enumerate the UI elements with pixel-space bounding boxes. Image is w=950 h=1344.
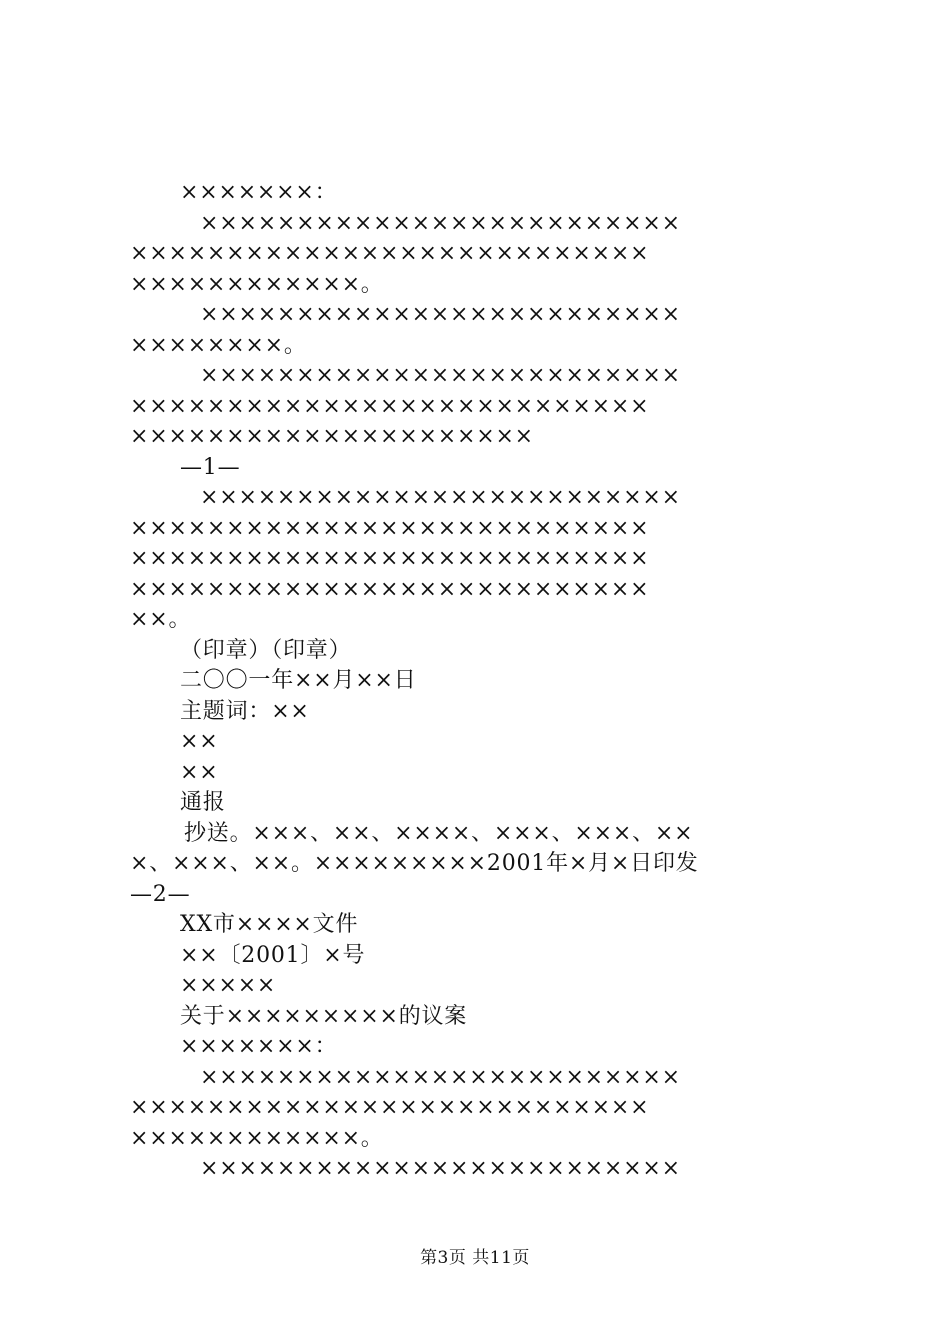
subject-word: 通报 [180,790,226,815]
date-line: 二〇〇一年××月××日 [180,668,417,693]
subject-word: ×× [180,729,219,754]
paragraph-line: ××××××××××××××××××××××××××× [130,576,650,602]
paragraph-line: ××××××××××××××××××××××××××× [130,546,650,571]
subject-words: 主题词：×× [180,698,310,724]
document-title: 关于×××××××××的议案 [180,1003,468,1029]
paragraph-line: ××××××××××××。 [130,1125,384,1151]
paragraph-line: ××××××××××××××××××××××××××× [130,1095,650,1120]
paragraph-line: ××××××××××××××××××××××××× [200,1156,681,1181]
paragraph-line: ××××××××××××××××××××××××× [200,1064,681,1090]
document-number: ××〔2001〕×号 [180,942,366,968]
salutation: ×××××××： [180,1034,338,1059]
page-marker: —2— [130,881,191,907]
document-line: ××××× [180,973,277,998]
paragraph-line: ××××××××××××。 [130,271,384,297]
paragraph-line: ××××××××××××××××××××××××× [200,210,681,236]
seal-line: （印章）（印章） [180,637,352,663]
paragraph-line: ××××××××××××××××××××××××××× [130,393,650,419]
paragraph-line: ××××××××××××××××××××× [130,424,534,449]
paragraph-line: ××。 [130,607,192,632]
page-footer: 第3页 共11页 [420,1248,530,1268]
paragraph-line: ××××××××××××××××××××××××× [200,485,681,510]
cc-line: ×、×××、××。×××××××××2001年×月×日印发 [130,851,699,876]
paragraph-line: ××××××××××××××××××××××××××× [130,515,650,541]
document-header: XX市××××文件 [180,912,359,937]
document-body [130,178,832,1185]
page-marker: —1— [180,454,241,480]
subject-word: ×× [180,759,219,785]
paragraph-line: ××××××××。 [130,332,307,358]
paragraph-line: ××××××××××××××××××××××××× [200,363,681,388]
cc-line: 抄送。×××、××、××××、×××、×××、×× [184,820,694,846]
paragraph-line: ××××××××××××××××××××××××××× [130,241,650,266]
salutation: ×××××××： [180,180,338,205]
paragraph-line: ××××××××××××××××××××××××× [200,302,681,327]
